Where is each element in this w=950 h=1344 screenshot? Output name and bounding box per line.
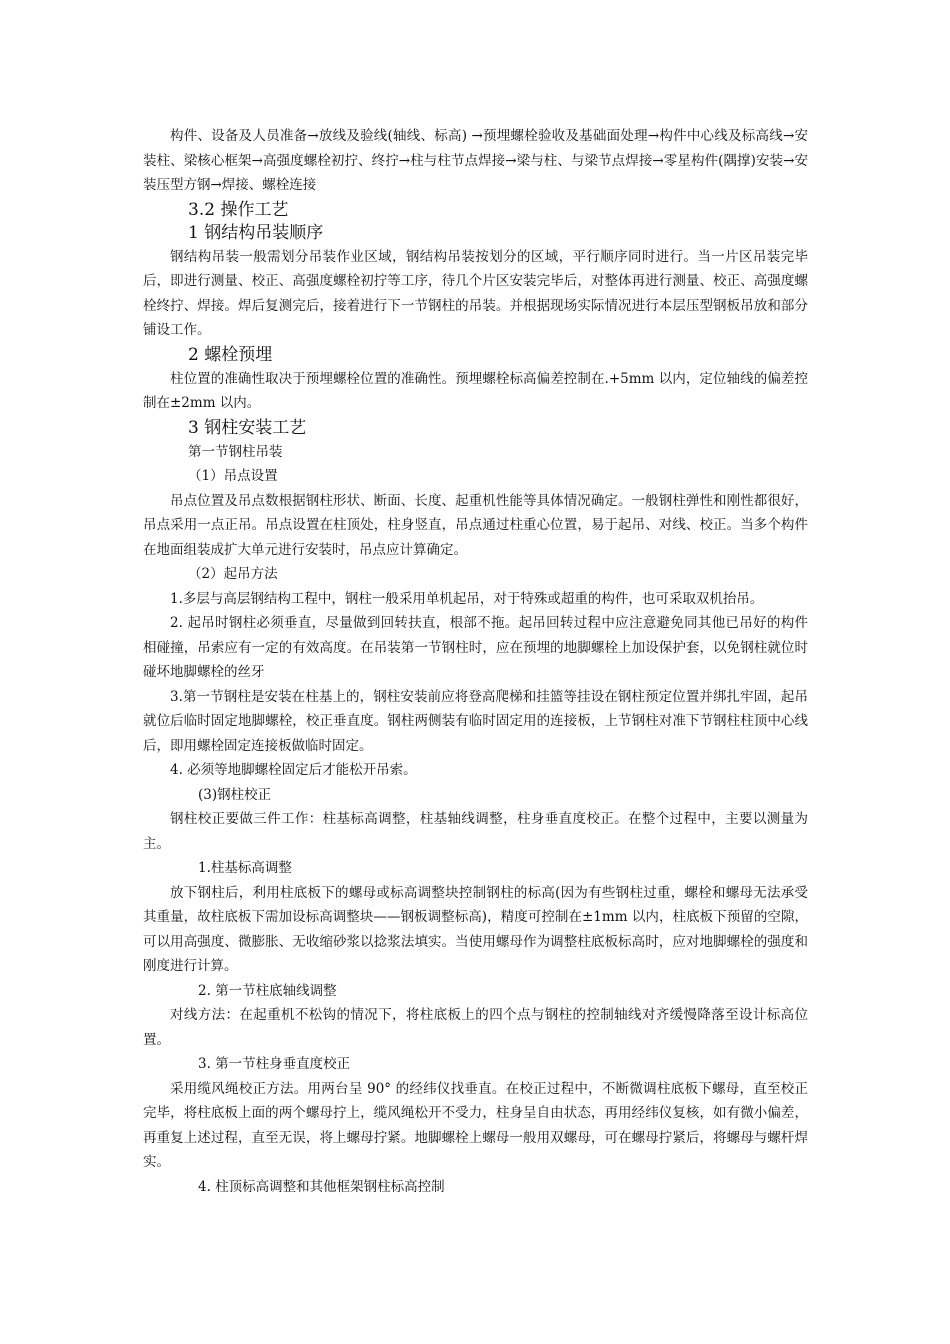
base-axis-paragraph: 对线方法：在起重机不松钩的情况下，将柱底板上的四个点与钢柱的控制轴线对齐缓慢降落至设计标高位置。 bbox=[143, 1007, 808, 1048]
subheading-lifting-point: （1）吊点设置 bbox=[188, 468, 278, 484]
document-body bbox=[143, 124, 808, 1199]
subheading-verticality: 3. 第一节柱身垂直度校正 bbox=[198, 1056, 351, 1072]
lifting-method-item-2: 2. 起吊时钢柱必须垂直，尽量做到回转扶直，根部不拖。起吊回转过程中应注意避免同其他已吊好的构件相碰撞，吊索应有一定的有效高度。在吊装第一节钢柱时，应在预埋的地脚螺栓上加设保护套，以免钢柱就位时碰坏地脚螺栓的丝牙 bbox=[143, 615, 808, 680]
subheading-lifting-method: （2）起吊方法 bbox=[188, 566, 278, 582]
column-correction-paragraph: 钢柱校正要做三件工作：柱基标高调整，柱基轴线调整，柱身垂直度校正。在整个过程中，主要以测量为主。 bbox=[143, 811, 808, 852]
lifting-method-item-4: 4. 必须等地脚螺栓固定后才能松开吊索。 bbox=[170, 762, 417, 778]
section-heading-column-install: 3 钢柱安装工艺 bbox=[188, 417, 307, 438]
section-heading-operation: 3.2 操作工艺 bbox=[188, 199, 289, 220]
process-flow-paragraph: 构件、设备及人员准备→放线及验线(轴线、标高) →预埋螺栓验收及基础面处理→构件中心线及标高线→安装柱、梁核心框架→高强度螺栓初拧、终拧→柱与柱节点焊接→梁与柱、与梁节点焊接→零星构件(隅撑)安装→安装压型方钢→焊接、螺栓连接 bbox=[143, 128, 808, 193]
section-heading-hoisting-order: 1 钢结构吊装顺序 bbox=[188, 222, 324, 243]
lifting-method-item-1: 1.多层与高层钢结构工程中，钢柱一般采用单机起吊，对于特殊或超重的构件，也可采取双机抬吊。 bbox=[170, 590, 764, 607]
lifting-point-paragraph: 吊点位置及吊点数根据钢柱形状、断面、长度、起重机性能等具体情况确定。一般钢柱弹性和刚性都很好，吊点采用一点正吊。吊点设置在柱顶处，柱身竖直，吊点通过柱重心位置，易于起吊、对线、校正。当多个构件在地面组装成扩大单元进行安装时，吊点应计算确定。 bbox=[143, 492, 808, 558]
bolt-embedding-paragraph: 柱位置的准确性取决于预埋螺栓位置的准确性。预埋螺栓标高偏差控制在.+5mm 以内，定位轴线的偏差控制在±2mm 以内。 bbox=[143, 370, 808, 411]
section-heading-bolt-embedding: 2 螺栓预埋 bbox=[188, 344, 273, 365]
subheading-first-column: 第一节钢柱吊装 bbox=[188, 443, 283, 460]
subheading-column-correction: (3)钢柱校正 bbox=[198, 786, 272, 803]
subheading-base-axis: 2. 第一节柱底轴线调整 bbox=[198, 982, 337, 999]
verticality-paragraph: 采用缆风绳校正方法。用两台呈 90° 的经纬仪找垂直。在校正过程中，不断微调柱底板下螺母，直至校正完毕，将柱底板上面的两个螺母拧上，缆风绳松开不受力，柱身呈自由状态，再用经纬仪复核，如有微小偏差，再重复上述过程，直至无误，将上螺母拧紧。地脚螺栓上螺母一般用双螺母，可在螺母拧紧后，将螺母与螺杆焊实。 bbox=[143, 1080, 808, 1170]
subheading-top-elevation: 4. 柱顶标高调整和其他框架钢柱标高控制 bbox=[198, 1178, 445, 1195]
hoisting-order-paragraph: 钢结构吊装一般需划分吊装作业区域，钢结构吊装按划分的区域，平行顺序同时进行。当一片区吊装完毕后，即进行测量、校正、高强度螺栓初拧等工序，待几个片区安装完毕后，对整体再进行测量、校正、高强度螺栓终拧、焊接。焊后复测完后，接着进行下一节钢柱的吊装。并根据现场实际情况进行本层压型钢板吊放和部分铺设工作。 bbox=[143, 248, 808, 338]
base-elevation-paragraph: 放下钢柱后，利用柱底板下的螺母或标高调整块控制钢柱的标高(因为有些钢柱过重，螺栓和螺母无法承受其重量，故柱底板下需加设标高调整块——钢板调整标高)，精度可控制在±1mm 以内，柱底板下预留的空隙，可以用高强度、微膨胀、无收缩砂浆以捻浆法填实。当使用螺母作为调整柱底板标高时，应对地脚螺栓的强度和刚度进行计算。 bbox=[143, 884, 808, 974]
lifting-method-item-3: 3.第一节钢柱是安装在柱基上的，钢柱安装前应将登高爬梯和挂篮等挂设在钢柱预定位置并绑扎牢固，起吊就位后临时固定地脚螺栓，校正垂直度。钢柱两侧装有临时固定用的连接板，上节钢柱对准下节钢柱柱顶中心线后，即用螺栓固定连接板做临时固定。 bbox=[143, 688, 808, 754]
subheading-base-elevation: 1.柱基标高调整 bbox=[198, 860, 292, 876]
